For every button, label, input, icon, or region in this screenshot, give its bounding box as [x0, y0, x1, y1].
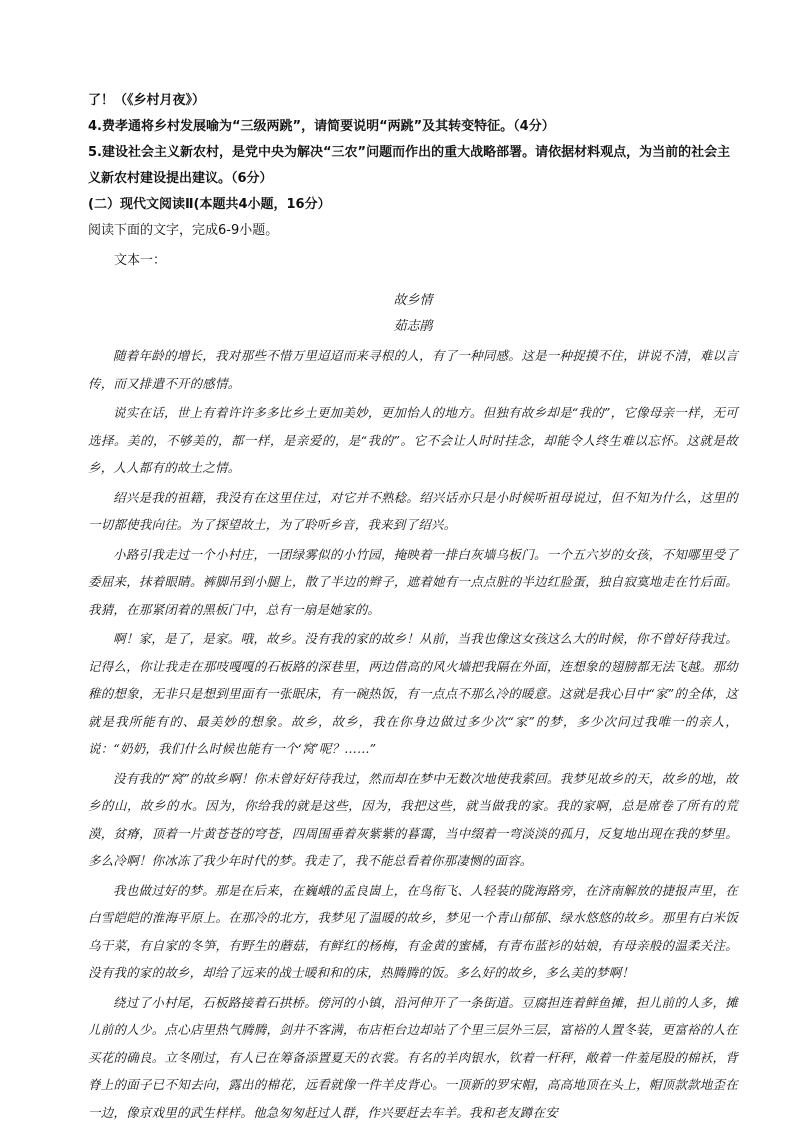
- question-tail: 了！（《乡村月夜》）: [88, 88, 738, 114]
- essay-paragraph: 小路引我走过一个小村庄，一团绿雾似的小竹园，掩映着一排白灰墙乌板门。一个五六岁的女孩，不知哪里受了委屈来，抹着眼睛。裤脚吊到小腿上，散了半边的辫子，遮着她有一点点脏的半边红脸蛋，独自寂寞地走在竹后面。我猜，在那紧闭着的黑板门中，总有一扇是她家的。: [88, 541, 738, 624]
- essay-paragraph: 我也做过好的梦。那是在后来，在巍峨的孟良崮上，在鸟衔飞、人轻装的陇海路旁，在济南解放的捷报声里，在白雪皑皑的淮海平原上。在那冷的北方，我梦见了温暖的故乡，梦见一个青山郁郁、绿水悠悠的故乡。那里有白米饭乌干菜，有自家的冬笋，有野生的蘑菇，有鲜红的杨梅，有金黄的蜜橘，有青布蓝衫的姑娘，有母亲般的温柔关注。没有我的家的故乡，却给了远来的战士暖和和的床，热腾腾的饭。多么好的故乡，多么美的梦啊！: [88, 877, 738, 987]
- question-4: 4.费孝通将乡村发展喻为“三级两跳”，请简要说明“两跳”及其转变特征。（4分）: [88, 114, 738, 140]
- question-5: 5.建设社会主义新农村，是党中央为解决“三农”问题而作出的重大战略部署。请依据材料观点，为当前的社会主义新农村建设提出建议。（6分）: [88, 140, 738, 192]
- essay-paragraph: 说实在话，世上有着许许多多比乡土更加美妙，更加怡人的地方。但独有故乡却是“我的”，它像母亲一样，无可选择。美的，不够美的，都一样，是亲爱的，是“我的”。它不会让人时时挂念，却能令人终生难以忘怀。这就是故乡，人人都有的故土之情。: [88, 399, 738, 482]
- reading-instruction: 阅读下面的文字，完成6-9小题。: [88, 218, 738, 244]
- essay-paragraph: 随着年龄的增长，我对那些不惜万里迢迢而来寻根的人，有了一种同感。这是一种捉摸不住，讲说不清，难以言传，而又排遣不开的感情。: [88, 342, 738, 397]
- essay-paragraph: 没有我的“窝”的故乡啊！你未曾好好待我过，然而却在梦中无数次地使我萦回。我梦见故乡的天，故乡的地，故乡的山，故乡的水。因为，你给我的就是这些，因为，我把这些，就当做我的家。我的家啊，总是席卷了所有的荒漠，贫瘠，顶着一片黄苍苍的穹苍，四周围垂着灰紫紫的暮霭，当中缀着一弯淡淡的孤月，反复地出现在我的梦里。多么冷啊！你冰冻了我少年时代的梦。我走了，我不能总看着你那凄恻的面容。: [88, 765, 738, 875]
- essay-title: 故乡情: [88, 288, 738, 314]
- essay-paragraph: 绕过了小村尾，石板路接着石拱桥。傍河的小镇，沿河伸开了一条街道。豆腐担连着鲜鱼摊，担儿前的人多，摊儿前的人少。点心店里热气腾腾，剑井不客满，布店柜台边却站了个里三层外三层，富裕的人置冬装，更富裕的人在买花的确良。立冬刚过，有人已在筹备添置夏天的衣裳。有名的羊肉银水，钦着一杆秤，敞着一件羞尾股的棉袄，背脊上的面子已不知去向，露出的棉花，远看就像一件羊皮背心。一顶新的罗宋帽，高高地顶在头上，帽顶款款地歪在一边，像京戏里的武生样样。他急匆匆赶过人群，作兴要赶去车羊。我和老友蹲在安: [88, 989, 738, 1126]
- section-heading: (二）现代文阅读Ⅱ(本题共4小题，16分）: [88, 192, 738, 218]
- essay-paragraph: 啊！家，是了，是家。哦，故乡。没有我的家的故乡！从前，当我也像这女孩这么大的时候，你不曾好待我过。记得么，你让我走在那吱嘎嘎的石板路的深巷里，两边借高的风火墙把我隔在外面，连想象的翅膀都无法飞越。那幼稚的想象，无非只是想到里面有一张眠床，有一碗热饭，有一点点不那么冷的暖意。这就是我心目中“家”的全体，这就是我所能有的、最美妙的想象。故乡，故乡，我在你身边做过多少次“家”的梦，多少次问过我唯一的亲人，说：“奶奶，我们什么时候也能有一个‘窝’呢？……”: [88, 625, 738, 763]
- text-label: 文本一：: [114, 248, 738, 274]
- essay-author: 茹志鹃: [88, 314, 738, 340]
- essay-paragraph: 绍兴是我的祖籍，我没有在这里住过，对它并不熟稔。绍兴话亦只是小时候听祖母说过，但不知为什么，这里的一切都使我向往。为了探望故土，为了聆听乡音，我来到了绍兴。: [88, 484, 738, 539]
